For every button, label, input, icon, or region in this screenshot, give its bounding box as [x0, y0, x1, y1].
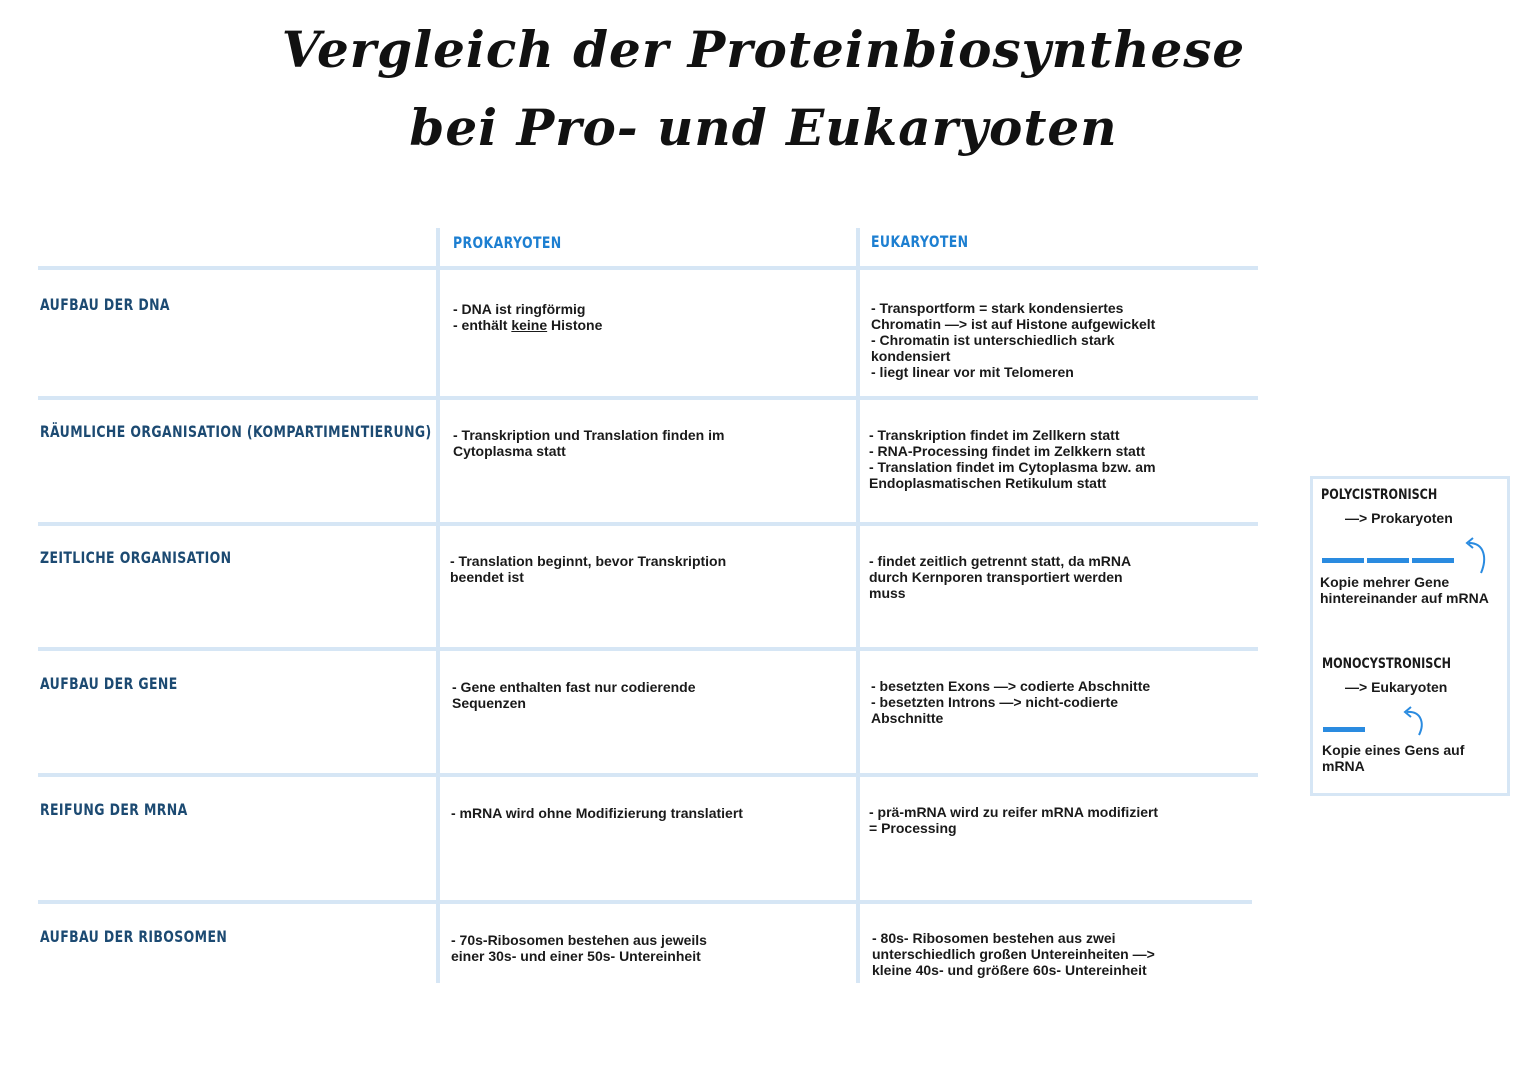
prokaryoten-cell-gene: - Gene enthalten fast nur codierende Sequenzen: [452, 679, 696, 711]
polycistronisch-heading: POLYCISTRONISCH: [1321, 487, 1438, 503]
curved-arrow-icon: [1451, 535, 1491, 577]
page-title-line1: Vergleich der Proteinbiosynthese: [281, 20, 1246, 79]
cistronic-info-box: [1310, 476, 1510, 796]
gene-bar: [1323, 727, 1365, 732]
monocystronisch-heading: MONOCYSTRONISCH: [1322, 656, 1451, 672]
row-divider: [38, 773, 1258, 777]
row-label-aufbau-dna: AUFBAU DER DNA: [40, 295, 170, 314]
row-label-aufbau-gene: AUFBAU DER GENE: [40, 674, 178, 693]
prokaryoten-cell-dna: - DNA ist ringförmig - enthält keine Histone: [453, 301, 603, 333]
prokaryoten-cell-raeumlich: - Transkription und Translation finden im Cytoplasma statt: [453, 427, 725, 459]
row-divider: [38, 647, 1258, 651]
row-divider: [38, 900, 1252, 904]
monocystronisch-arrow: —> Eukaryoten: [1345, 679, 1448, 695]
row-divider: [38, 396, 1258, 400]
page-title-line2: bei Pro- und Eukaryoten: [409, 98, 1118, 157]
gene-bar: [1367, 558, 1409, 563]
row-label-reifung-mrna: REIFUNG DER MRNA: [40, 800, 188, 819]
prokaryoten-cell-ribosomen: - 70s-Ribosomen bestehen aus jeweils einer 30s- und einer 50s- Untereinheit: [451, 932, 707, 964]
prokaryoten-cell-zeitlich: - Translation beginnt, bevor Transkription beendet ist: [450, 553, 727, 585]
column-divider: [436, 228, 440, 983]
column-header-eukaryoten: EUKARYOTEN: [871, 232, 969, 251]
eukaryoten-cell-ribosomen: - 80s- Ribosomen bestehen aus zwei unterschiedlich großen Untereinheiten —> kleine 40s- und größere 60s- Untereinheit: [872, 930, 1155, 978]
polycistronisch-description: Kopie mehrer Gene hintereinander auf mRNA: [1320, 574, 1489, 606]
row-label-zeitliche-organisation: ZEITLICHE ORGANISATION: [40, 548, 232, 567]
eukaryoten-cell-mrna: - prä-mRNA wird zu reifer mRNA modifiziert = Processing: [869, 804, 1159, 836]
row-label-aufbau-ribosomen: AUFBAU DER RIBOSOMEN: [40, 927, 228, 946]
eukaryoten-cell-raeumlich: - Transkription findet im Zellkern statt - RNA-Processing findet im Zelkkern statt - Translation findet im Cytoplasma bzw. am Endoplasmatischen Retikulum statt: [869, 427, 1156, 491]
row-label-raeumliche-organisation: RÄUMLICHE ORGANISATION (KOMPARTIMENTIERUNG): [40, 422, 432, 441]
gene-bar: [1322, 558, 1364, 563]
polycistronisch-arrow: —> Prokaryoten: [1345, 510, 1453, 526]
gene-bar: [1412, 558, 1454, 563]
row-divider: [38, 266, 1258, 270]
column-header-prokaryoten: PROKARYOTEN: [453, 233, 562, 252]
eukaryoten-cell-gene: - besetzten Exons —> codierte Abschnitte - besetzten Introns —> nicht-codierte Abschnitte: [871, 678, 1151, 726]
monocystronisch-description: Kopie eines Gens auf mRNA: [1322, 742, 1465, 774]
eukaryoten-cell-dna: - Transportform = stark kondensiertes Chromatin —> ist auf Histone aufgewickelt - Chromatin ist unterschiedlich stark kondensiert - liegt linear vor mit Telomeren: [871, 300, 1156, 380]
eukaryoten-cell-zeitlich: - findet zeitlich getrennt statt, da mRNA durch Kernporen transportiert werden muss: [869, 553, 1132, 601]
column-divider: [856, 228, 860, 983]
row-divider: [38, 522, 1258, 526]
prokaryoten-cell-mrna: - mRNA wird ohne Modifizierung translatiert: [451, 805, 743, 821]
curved-arrow-icon: [1395, 705, 1429, 739]
